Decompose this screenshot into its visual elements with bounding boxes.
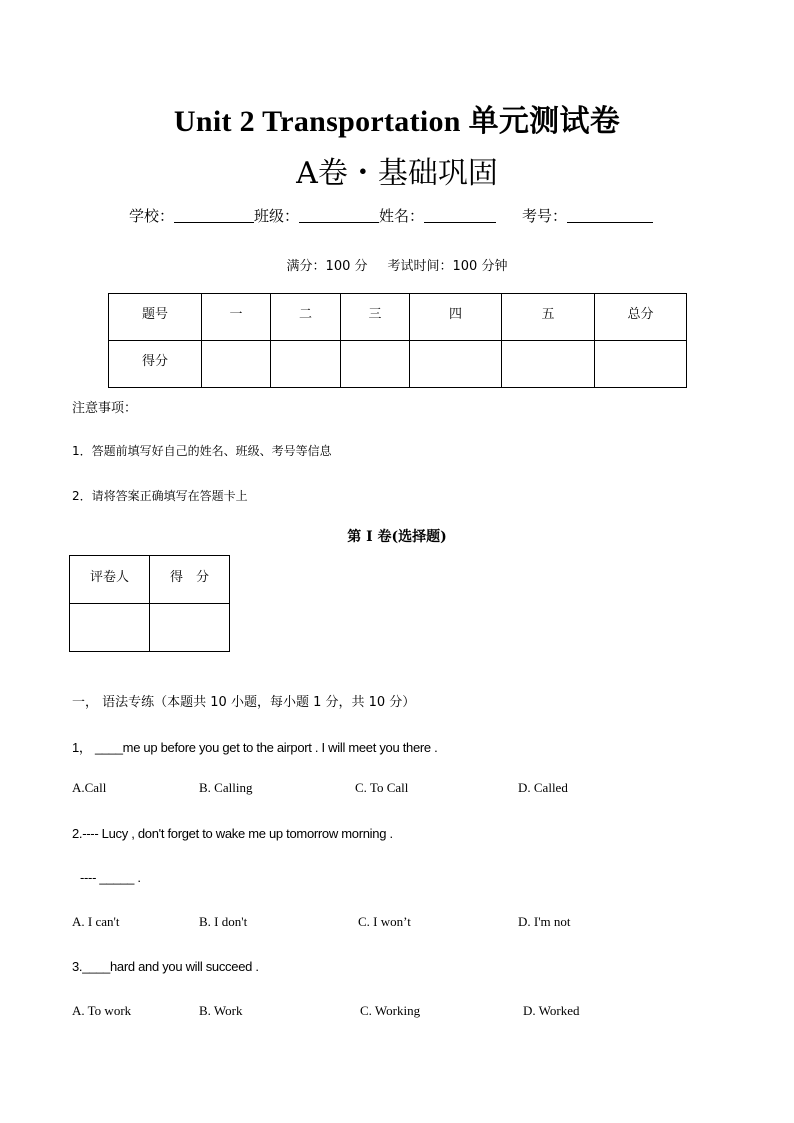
- score-table-header-row: [109, 294, 687, 341]
- school-label: 学校：: [129, 207, 175, 225]
- note-item: 2．请将答案正确填写在答题卡上: [72, 489, 248, 503]
- exam-time: 考试时间：100 分钟: [387, 259, 508, 274]
- score-table-score-row: [109, 341, 687, 388]
- page-subtitle: A卷・基础巩固: [296, 156, 498, 191]
- score-info: [0, 255, 794, 274]
- class-blank[interactable]: [299, 208, 379, 223]
- name-blank[interactable]: [424, 208, 496, 223]
- option-c[interactable]: C. I won’t: [358, 914, 411, 929]
- score-cell[interactable]: [341, 341, 410, 388]
- score-table-header: 五: [502, 294, 595, 341]
- option-a[interactable]: A. I can't: [72, 914, 120, 929]
- score-table-header: 一: [202, 294, 271, 341]
- option-d[interactable]: D. I'm not: [518, 914, 571, 929]
- score-cell[interactable]: [271, 341, 341, 388]
- question-stem-reply: ---- _____ .: [80, 870, 141, 885]
- class-label: 班级：: [254, 207, 300, 225]
- section-heading: 第 I 卷(选择题): [347, 529, 447, 545]
- note-item: 1．答题前填写好自己的姓名、班级、考号等信息: [72, 444, 332, 458]
- grader-score-label: 得 分: [150, 556, 230, 604]
- grader-table: [69, 555, 230, 652]
- exam-no-blank[interactable]: [567, 208, 653, 223]
- grader-score-cell[interactable]: [150, 604, 230, 652]
- question-stem: 1， ____me up before you get to the airport . I will meet you there .: [72, 740, 438, 755]
- notes-title: 注意事项：: [72, 401, 138, 416]
- question-stem: 2.---- Lucy , don't forget to wake me up tomorrow morning .: [72, 826, 393, 841]
- score-table-header: 总分: [595, 294, 687, 341]
- option-a[interactable]: A. To work: [72, 1003, 132, 1018]
- score-table-header: 四: [410, 294, 502, 341]
- page-title: Unit 2 Transportation 单元测试卷: [173, 105, 621, 138]
- option-c[interactable]: C. To Call: [355, 780, 409, 795]
- student-info-row: [129, 205, 653, 226]
- option-b[interactable]: B. Work: [199, 1003, 243, 1018]
- score-cell[interactable]: [502, 341, 595, 388]
- option-b[interactable]: B. Calling: [199, 780, 253, 795]
- grader-cell[interactable]: [70, 604, 150, 652]
- option-d[interactable]: D. Worked: [523, 1003, 580, 1018]
- name-label: 姓名：: [379, 207, 425, 225]
- grader-label: 评卷人: [70, 556, 150, 604]
- question-stem: 3.____hard and you will succeed .: [72, 959, 259, 974]
- option-a[interactable]: A.Call: [72, 780, 107, 795]
- score-row-label: 得分: [109, 341, 202, 388]
- score-table-header: 二: [271, 294, 341, 341]
- score-table-header: 题号: [109, 294, 202, 341]
- option-d[interactable]: D. Called: [518, 780, 568, 795]
- option-c[interactable]: C. Working: [360, 1003, 421, 1018]
- score-cell[interactable]: [202, 341, 271, 388]
- score-table-header: 三: [341, 294, 410, 341]
- exam-no-label: 考号：: [522, 207, 568, 225]
- option-b[interactable]: B. I don't: [199, 914, 248, 929]
- score-cell[interactable]: [595, 341, 687, 388]
- school-blank[interactable]: [174, 208, 254, 223]
- score-cell[interactable]: [410, 341, 502, 388]
- score-table: [108, 293, 687, 388]
- full-marks: 满分：100 分: [286, 259, 368, 274]
- part-heading: 一， 语法专练（本题共 10 小题，每小题 1 分，共 10 分）: [72, 695, 416, 710]
